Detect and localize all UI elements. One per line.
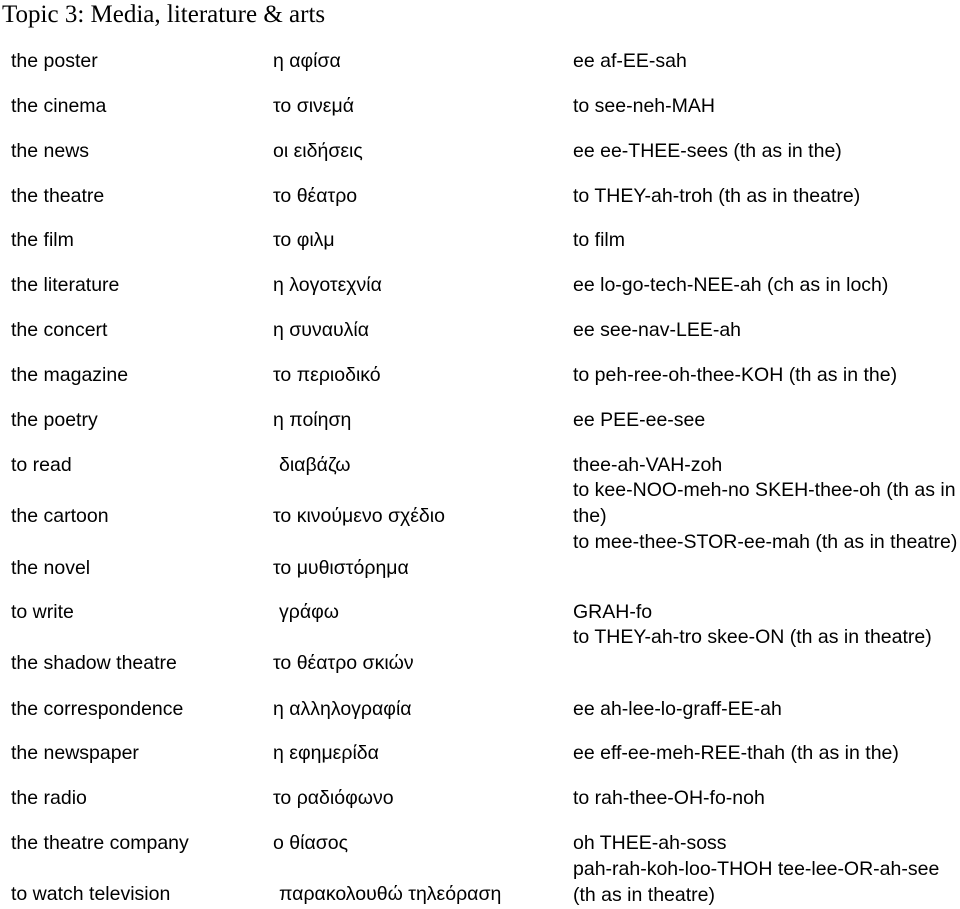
greek-term: το σινεμά xyxy=(273,95,355,117)
english-term: to watch television xyxy=(11,883,171,905)
pronunciation: GRAH-fo xyxy=(573,601,653,623)
pronunciation: ee PEE-ee-see xyxy=(573,409,706,431)
english-term: the novel xyxy=(11,557,91,579)
english-term: the cinema xyxy=(11,95,107,117)
english-term: the poetry xyxy=(11,409,98,431)
english-term: the news xyxy=(11,140,90,162)
greek-term: γράφω xyxy=(279,601,339,623)
english-term: to write xyxy=(11,601,74,623)
greek-term: η συναυλία xyxy=(273,319,370,341)
pronunciation: ee af-EE-sah xyxy=(573,50,687,72)
pronunciation: oh THEE-ah-soss xyxy=(573,832,727,854)
greek-term: η ποίηση xyxy=(273,409,352,431)
pronunciation: to kee-NOO-meh-no SKEH-thee-oh (th as in the) xyxy=(573,479,956,527)
english-term: the radio xyxy=(11,787,87,809)
greek-term: το κινούμενο σχέδιο xyxy=(273,505,445,527)
pronunciation: to film xyxy=(573,229,626,251)
pronunciation: to THEY-ah-troh (th as in theatre) xyxy=(573,185,861,207)
english-term: the magazine xyxy=(11,364,129,386)
english-term: the film xyxy=(11,229,74,251)
page-title: Topic 3: Media, literature & arts xyxy=(2,1,326,28)
greek-term: το φιλμ xyxy=(273,229,335,251)
pronunciation: ee lo-go-tech-NEE-ah (ch as in loch) xyxy=(573,274,889,296)
pronunciation: to see-neh-MAH xyxy=(573,95,715,117)
english-term: the cartoon xyxy=(11,505,109,527)
pronunciation: to rah-thee-OH-fo-noh xyxy=(573,787,765,809)
english-term: to read xyxy=(11,454,72,476)
english-term: the theatre xyxy=(11,185,105,207)
english-term: the newspaper xyxy=(11,742,139,764)
greek-term: ο θίασος xyxy=(273,832,348,854)
greek-term: το περιοδικό xyxy=(273,364,381,386)
greek-term: το μυθιστόρημα xyxy=(273,557,409,579)
english-term: the concert xyxy=(11,319,108,341)
greek-term: η λογοτεχνία xyxy=(273,274,382,296)
english-term: the literature xyxy=(11,274,120,296)
greek-term: διαβάζω xyxy=(279,454,351,476)
pronunciation: ee see-nav-LEE-ah xyxy=(573,319,742,341)
pronunciation: to peh-ree-oh-thee-KOH (th as in the) xyxy=(573,364,898,386)
english-term: the correspondence xyxy=(11,698,184,720)
english-term: the shadow theatre xyxy=(11,652,177,674)
pronunciation: pah-rah-koh-loo-THOH tee-lee-OR-ah-see (th as in theatre) xyxy=(573,858,940,906)
english-term: the poster xyxy=(11,50,98,72)
greek-term: οι ειδήσεις xyxy=(273,140,363,162)
greek-term: η αφίσα xyxy=(273,50,341,72)
pronunciation: to mee-thee-STOR-ee-mah (th as in theatre) xyxy=(573,531,958,553)
pronunciation: to THEY-ah-tro skee-ON (th as in theatre) xyxy=(573,626,932,648)
greek-term: το θέατρο xyxy=(273,185,358,207)
greek-term: το ραδιόφωνο xyxy=(273,787,394,809)
pronunciation: ee ah-lee-lo-graff-EE-ah xyxy=(573,698,782,720)
greek-term: το θέατρο σκιών xyxy=(273,652,414,674)
pronunciation: thee-ah-VAH-zoh xyxy=(573,454,723,476)
pronunciation: ee eff-ee-meh-REE-thah (th as in the) xyxy=(573,742,899,764)
english-term: the theatre company xyxy=(11,832,189,854)
greek-term: η αλληλογραφία xyxy=(273,698,412,720)
greek-term: η εφημερίδα xyxy=(273,742,379,764)
pronunciation: ee ee-THEE-sees (th as in the) xyxy=(573,140,842,162)
greek-term: παρακολουθώ τηλεόραση xyxy=(279,883,502,905)
